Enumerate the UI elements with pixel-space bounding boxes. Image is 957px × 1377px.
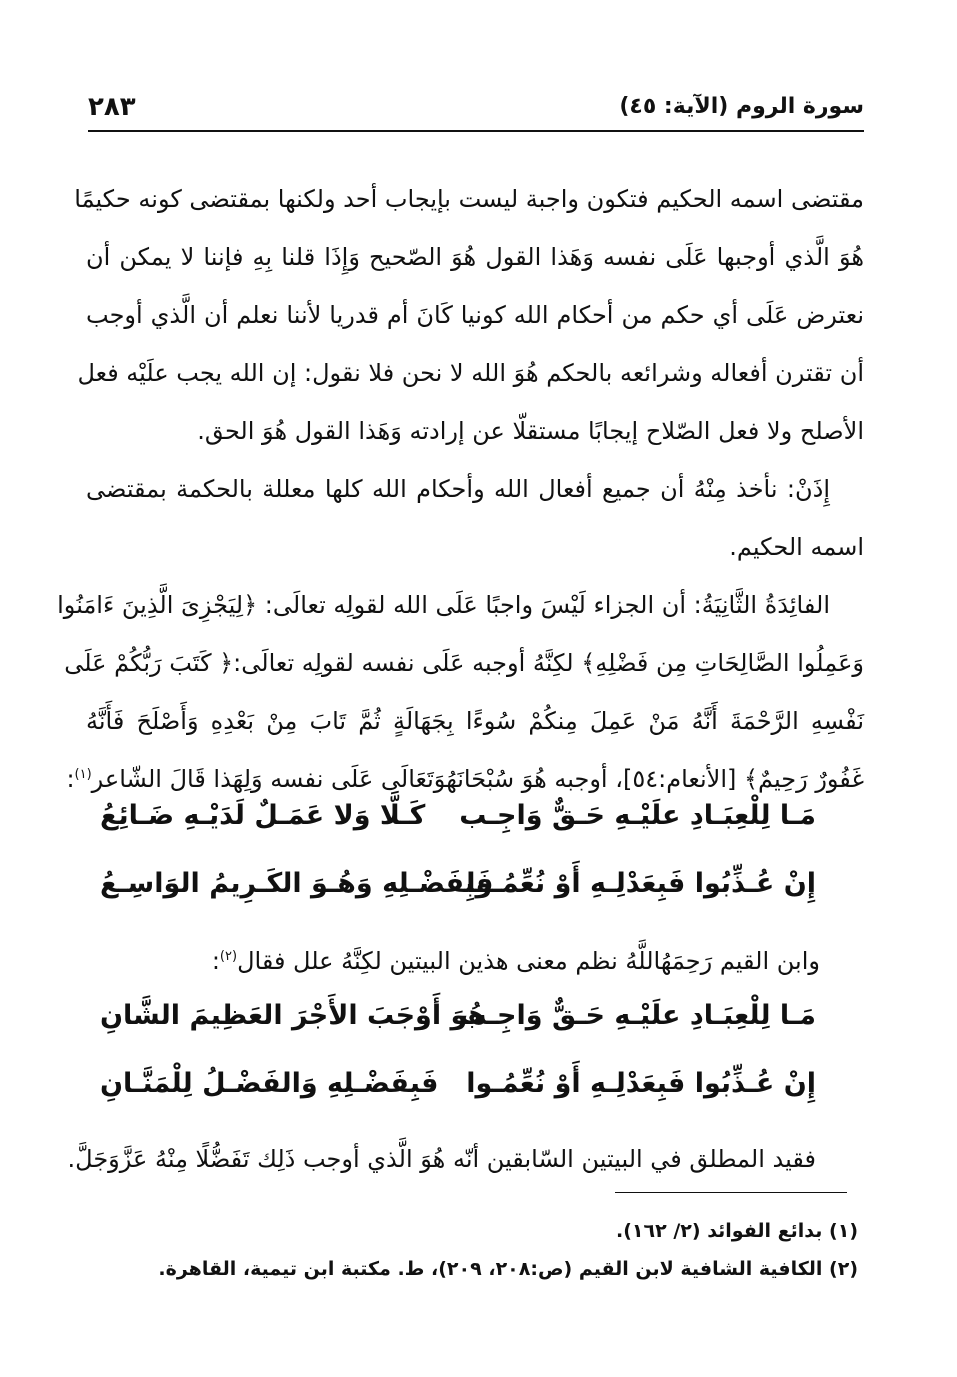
page-number: ٢٨٣ (88, 92, 136, 122)
poem-1 (100, 800, 816, 936)
header-divider (88, 130, 864, 132)
footnote-2: (٢) الكافية الشافية لابن القيم (ص:٢٠٨، ٢٠٩)، ط. مكتبة ابن تيمية، القاهرة. (158, 1258, 858, 1280)
poem-verse (100, 868, 816, 936)
text-line: هُوَ الَّذي أوجبها عَلَى نفسه وَهَذا القول هُوَ الصّحيح وَإِذَا قلنا بِهِ فإننا لا يمكن أن (86, 243, 864, 271)
verse-first-hemistich: مَـا لِلْعِبَـادِ علَيْـهِ حَـقٌّ وَاجِـب (459, 1000, 816, 1031)
page-header (88, 92, 864, 128)
paragraph-5 (67, 1130, 816, 1188)
poem-verse (100, 1000, 816, 1068)
text-span: : (66, 765, 75, 793)
main-text (57, 170, 864, 808)
text-line: الفائِدَةُ الثَّانِيَةُ: أن الجزاء لَيْسَ واجبًا عَلَى الله لقولِه تعالَى: ﴿لِيَجْزِىَ الَّذِينَ ءَامَنُوا (57, 591, 830, 619)
text-line: وَعَمِلُوا الصَّالِحَاتِ مِن فَضْلِهِ﴾ لكِنَّهُ أوجبه عَلَى نفسه لقولِه تعالَى:﴿ كَتَبَ رَبُّكُمْ عَلَى (64, 649, 864, 677)
verse-second-hemistich: فَبِفَضْـلِهِ وَالفَضْـلُ لِلْمَنَّـانِ (100, 1068, 439, 1099)
paragraph-2 (86, 460, 864, 576)
text-line: نعترض عَلَى أي حكم من أحكام الله كونيا كَانَ أم قدريا لأننا نعلم أن الَّذي أوجب (86, 301, 864, 329)
text-line: نَفْسِهِ الرَّحْمَةَ أَنَّهُ مَنْ عَمِلَ مِنكُمْ سُوءًا بِجَهَالَةٍ ثُمَّ تَابَ مِنْ بَعْدِهِ وَأَصْلَحَ فَأَنَّهُ (86, 707, 864, 735)
verse-second-hemistich: كَـلَّا وَلا عَمَـلٌ لَدَيْـهِ ضَـائِعُ (100, 800, 426, 831)
text-line: أن تقترن أفعاله وشرائعه بالحكم هُوَ الله لا نحن فلا نقول: إن الله يجب علَيْه فعل (77, 359, 864, 387)
verse-second-hemistich: فَبِفَضْـلِهِ وَهُـوَ الكَـرِيمُ الوَاسِـعُ (100, 868, 494, 899)
surah-title: سورة الروم (الآية: ٤٥) (619, 94, 864, 119)
poem-verse (100, 800, 816, 868)
text-line: مقتضى اسمه الحكيم فتكون واجبة ليست بإيجاب أحد ولكنها بمقتضى كونه حكيمًا (74, 185, 864, 213)
paragraph-1 (74, 170, 864, 460)
text-span: وابن القيم رَحِمَهُاللَّهُ نظم معنى هذين البيتين لكِنَّهُ علل فقال (237, 947, 820, 975)
text-line (140, 932, 820, 990)
text-line: فقيد المطلق في البيتين السّابقين أنّه هُوَ الَّذي أوجب ذَلِك تَفَضُّلًا مِنْهُ عَزَّوَجَلَّ. (67, 1145, 816, 1173)
text-span: غَفُورٌ رَحِيمٌ﴾ [الأنعام:٥٤]، أوجبه هُوَ سُبْحَانَهُوَتَعَالَى عَلَى نفسه وَلِهَذا قَالَ الشّاعر (91, 765, 864, 793)
footnote-ref-2: (٢) (219, 949, 238, 964)
footnotes (90, 1212, 858, 1288)
footnote-ref-1: (١) (74, 767, 92, 782)
verse-first-hemistich: مَـا لِلْعِبَـادِ علَيْـهِ حَـقٌّ وَاجِـب (459, 800, 816, 831)
text-line: اسمه الحكيم. (729, 533, 864, 561)
text-line: إِذَنْ: نأخذ مِنْهُ أن جميع أفعال الله وأحكام الله كلها معللة بالحكمة بمقتضى (86, 475, 830, 503)
footnote-divider (615, 1192, 847, 1193)
verse-second-hemistich: هُوَ أَوْجَبَ الأَجْرَ العَظِيمَ الشَّانِ (100, 1000, 487, 1031)
paragraph-3 (57, 576, 864, 808)
text-line: الأصلح ولا فعل الصّلاح إيجابًا مستقلّا عن إرادته وَهَذا القول هُوَ الحق. (197, 417, 864, 445)
poem-verse (100, 1068, 816, 1136)
verse-first-hemistich: إِنْ عُـذِّبُوا فَبِعَدْلِـهِ أَوْ نُعِّمُـوا (466, 868, 816, 899)
verse-first-hemistich: إِنْ عُـذِّبُوا فَبِعَدْلِـهِ أَوْ نُعِّمُـوا (466, 1068, 816, 1099)
text-span: : (211, 947, 220, 975)
footnote-1: (١) بدائع الفوائد (٢/ ١٦٢). (616, 1220, 858, 1242)
paragraph-4 (140, 932, 820, 990)
poem-2 (100, 1000, 816, 1136)
